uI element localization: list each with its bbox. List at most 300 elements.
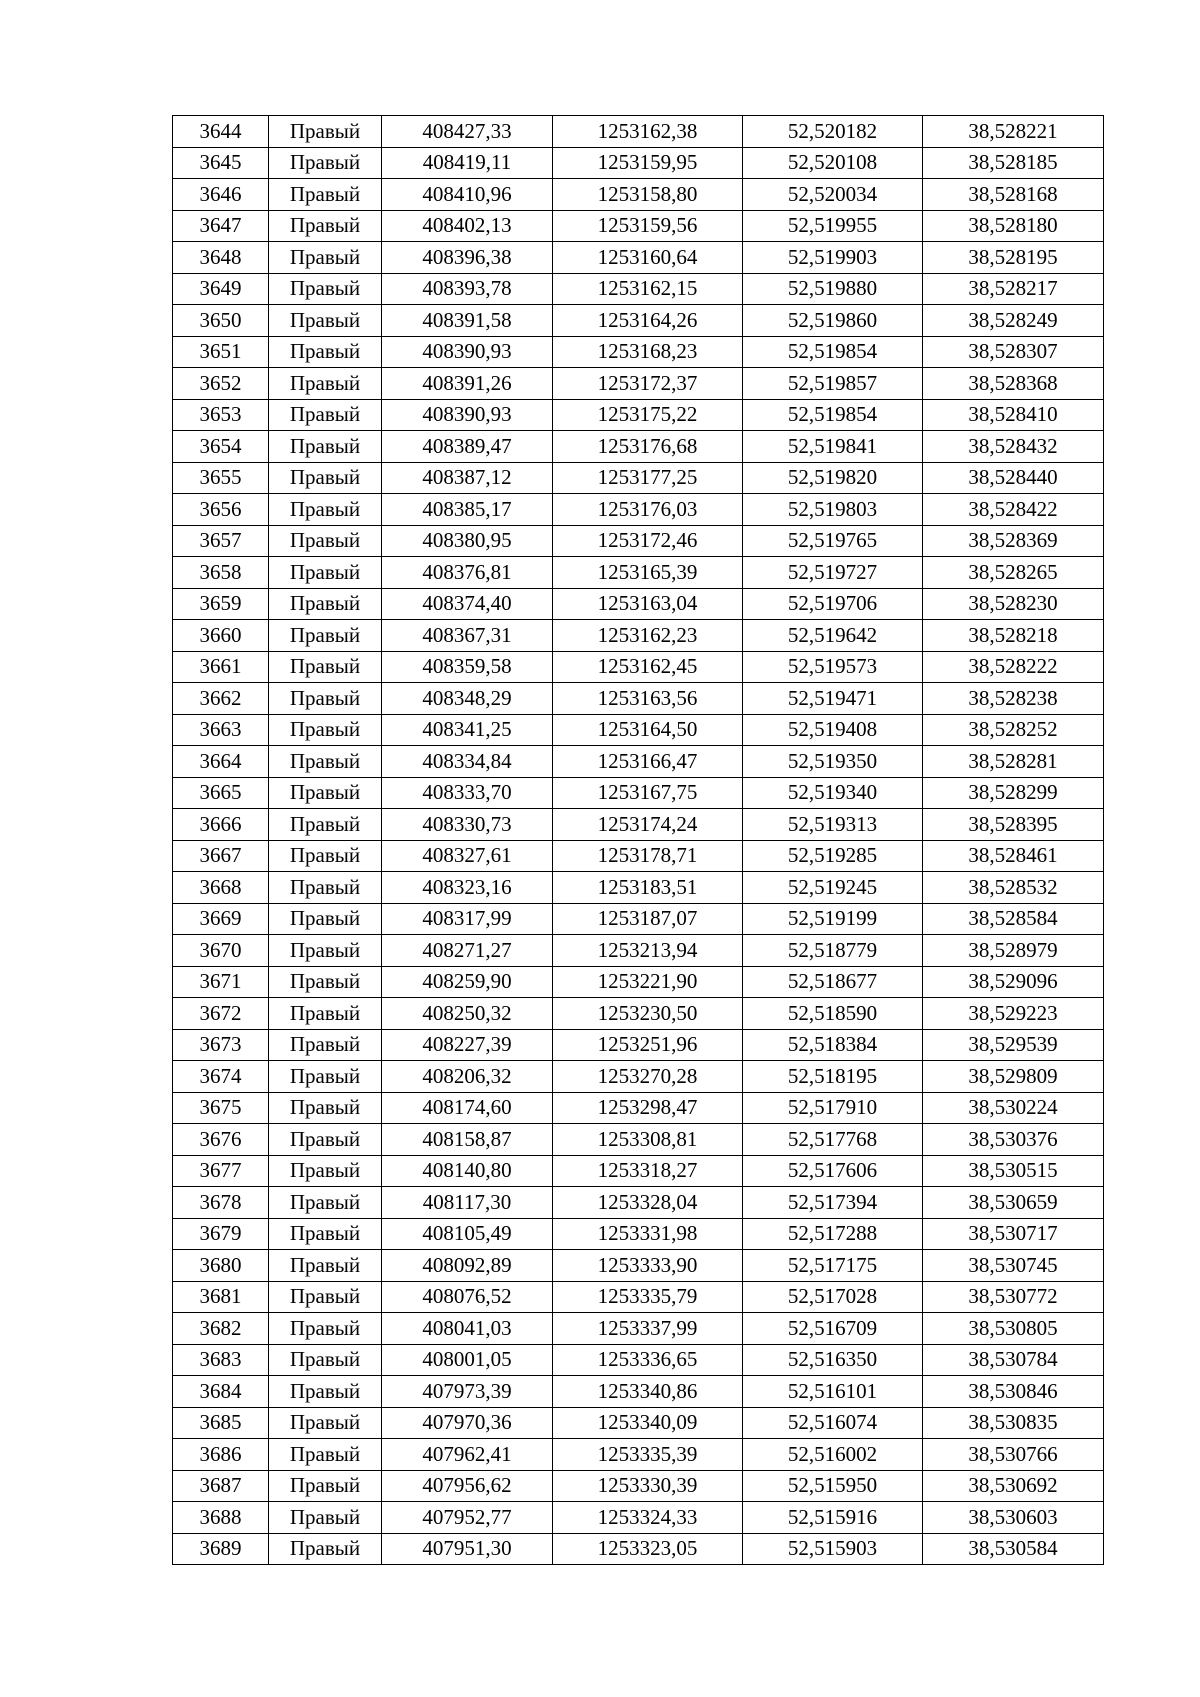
table-row: [173, 840, 1104, 872]
point-number-cell: 3688: [173, 1502, 269, 1534]
point-number-cell: 3653: [173, 399, 269, 431]
longitude-cell: 38,528180: [923, 210, 1104, 242]
point-number-cell: 3681: [173, 1281, 269, 1313]
point-number-cell: 3673: [173, 1029, 269, 1061]
latitude-cell: 52,519340: [743, 777, 923, 809]
latitude-cell: 52,519199: [743, 903, 923, 935]
side-cell: Правый: [269, 1470, 382, 1502]
y-coordinate-cell: 1253172,37: [553, 368, 743, 400]
side-cell: Правый: [269, 242, 382, 274]
latitude-cell: 52,519471: [743, 683, 923, 715]
latitude-cell: 52,517175: [743, 1250, 923, 1282]
latitude-cell: 52,516101: [743, 1376, 923, 1408]
side-cell: Правый: [269, 777, 382, 809]
table-row: [173, 1407, 1104, 1439]
side-cell: Правый: [269, 179, 382, 211]
table-row: [173, 1439, 1104, 1471]
latitude-cell: 52,520108: [743, 147, 923, 179]
point-number-cell: 3669: [173, 903, 269, 935]
x-coordinate-cell: 407962,41: [382, 1439, 553, 1471]
side-cell: Правый: [269, 809, 382, 841]
longitude-cell: 38,528299: [923, 777, 1104, 809]
longitude-cell: 38,530784: [923, 1344, 1104, 1376]
x-coordinate-cell: 408076,52: [382, 1281, 553, 1313]
latitude-cell: 52,519854: [743, 336, 923, 368]
point-number-cell: 3678: [173, 1187, 269, 1219]
y-coordinate-cell: 1253159,56: [553, 210, 743, 242]
longitude-cell: 38,528532: [923, 872, 1104, 904]
side-cell: Правый: [269, 494, 382, 526]
side-cell: Правый: [269, 1092, 382, 1124]
y-coordinate-cell: 1253328,04: [553, 1187, 743, 1219]
point-number-cell: 3666: [173, 809, 269, 841]
point-number-cell: 3674: [173, 1061, 269, 1093]
x-coordinate-cell: 407951,30: [382, 1533, 553, 1565]
coordinates-table-body: [173, 116, 1104, 1565]
y-coordinate-cell: 1253162,38: [553, 116, 743, 148]
table-row: [173, 179, 1104, 211]
x-coordinate-cell: 408271,27: [382, 935, 553, 967]
point-number-cell: 3658: [173, 557, 269, 589]
longitude-cell: 38,530717: [923, 1218, 1104, 1250]
longitude-cell: 38,528185: [923, 147, 1104, 179]
longitude-cell: 38,529539: [923, 1029, 1104, 1061]
longitude-cell: 38,530603: [923, 1502, 1104, 1534]
longitude-cell: 38,528369: [923, 525, 1104, 557]
side-cell: Правый: [269, 368, 382, 400]
table-row: [173, 1470, 1104, 1502]
table-row: [173, 714, 1104, 746]
table-row: [173, 1313, 1104, 1345]
latitude-cell: 52,519820: [743, 462, 923, 494]
y-coordinate-cell: 1253323,05: [553, 1533, 743, 1565]
latitude-cell: 52,516709: [743, 1313, 923, 1345]
point-number-cell: 3660: [173, 620, 269, 652]
y-coordinate-cell: 1253330,39: [553, 1470, 743, 1502]
table-row: [173, 462, 1104, 494]
x-coordinate-cell: 407973,39: [382, 1376, 553, 1408]
latitude-cell: 52,518590: [743, 998, 923, 1030]
latitude-cell: 52,517768: [743, 1124, 923, 1156]
longitude-cell: 38,528432: [923, 431, 1104, 463]
latitude-cell: 52,519313: [743, 809, 923, 841]
point-number-cell: 3656: [173, 494, 269, 526]
side-cell: Правый: [269, 1502, 382, 1534]
longitude-cell: 38,528195: [923, 242, 1104, 274]
longitude-cell: 38,528410: [923, 399, 1104, 431]
point-number-cell: 3667: [173, 840, 269, 872]
y-coordinate-cell: 1253176,03: [553, 494, 743, 526]
table-row: [173, 525, 1104, 557]
latitude-cell: 52,519350: [743, 746, 923, 778]
point-number-cell: 3683: [173, 1344, 269, 1376]
y-coordinate-cell: 1253230,50: [553, 998, 743, 1030]
latitude-cell: 52,516002: [743, 1439, 923, 1471]
longitude-cell: 38,528222: [923, 651, 1104, 683]
point-number-cell: 3679: [173, 1218, 269, 1250]
x-coordinate-cell: 408427,33: [382, 116, 553, 148]
latitude-cell: 52,519285: [743, 840, 923, 872]
side-cell: Правый: [269, 651, 382, 683]
side-cell: Правый: [269, 1376, 382, 1408]
y-coordinate-cell: 1253324,33: [553, 1502, 743, 1534]
x-coordinate-cell: 408259,90: [382, 966, 553, 998]
x-coordinate-cell: 408317,99: [382, 903, 553, 935]
y-coordinate-cell: 1253336,65: [553, 1344, 743, 1376]
side-cell: Правый: [269, 966, 382, 998]
table-row: [173, 1029, 1104, 1061]
y-coordinate-cell: 1253340,86: [553, 1376, 743, 1408]
table-row: [173, 557, 1104, 589]
side-cell: Правый: [269, 431, 382, 463]
point-number-cell: 3644: [173, 116, 269, 148]
side-cell: Правый: [269, 1533, 382, 1565]
table-row: [173, 777, 1104, 809]
y-coordinate-cell: 1253251,96: [553, 1029, 743, 1061]
x-coordinate-cell: 408390,93: [382, 399, 553, 431]
point-number-cell: 3677: [173, 1155, 269, 1187]
longitude-cell: 38,528230: [923, 588, 1104, 620]
x-coordinate-cell: 408380,95: [382, 525, 553, 557]
longitude-cell: 38,530376: [923, 1124, 1104, 1156]
longitude-cell: 38,530224: [923, 1092, 1104, 1124]
point-number-cell: 3647: [173, 210, 269, 242]
side-cell: Правый: [269, 1029, 382, 1061]
latitude-cell: 52,519573: [743, 651, 923, 683]
latitude-cell: 52,517028: [743, 1281, 923, 1313]
table-row: [173, 651, 1104, 683]
latitude-cell: 52,519857: [743, 368, 923, 400]
y-coordinate-cell: 1253333,90: [553, 1250, 743, 1282]
table-row: [173, 1124, 1104, 1156]
table-row: [173, 399, 1104, 431]
table-row: [173, 1155, 1104, 1187]
point-number-cell: 3664: [173, 746, 269, 778]
x-coordinate-cell: 408158,87: [382, 1124, 553, 1156]
latitude-cell: 52,519765: [743, 525, 923, 557]
point-number-cell: 3657: [173, 525, 269, 557]
table-row: [173, 903, 1104, 935]
point-number-cell: 3676: [173, 1124, 269, 1156]
y-coordinate-cell: 1253337,99: [553, 1313, 743, 1345]
x-coordinate-cell: 408323,16: [382, 872, 553, 904]
longitude-cell: 38,528584: [923, 903, 1104, 935]
longitude-cell: 38,528221: [923, 116, 1104, 148]
x-coordinate-cell: 408390,93: [382, 336, 553, 368]
point-number-cell: 3685: [173, 1407, 269, 1439]
x-coordinate-cell: 407952,77: [382, 1502, 553, 1534]
y-coordinate-cell: 1253340,09: [553, 1407, 743, 1439]
table-row: [173, 966, 1104, 998]
table-row: [173, 368, 1104, 400]
y-coordinate-cell: 1253183,51: [553, 872, 743, 904]
y-coordinate-cell: 1253213,94: [553, 935, 743, 967]
y-coordinate-cell: 1253162,45: [553, 651, 743, 683]
table-row: [173, 1187, 1104, 1219]
table-row: [173, 242, 1104, 274]
longitude-cell: 38,529809: [923, 1061, 1104, 1093]
y-coordinate-cell: 1253175,22: [553, 399, 743, 431]
latitude-cell: 52,520034: [743, 179, 923, 211]
y-coordinate-cell: 1253174,24: [553, 809, 743, 841]
x-coordinate-cell: 407970,36: [382, 1407, 553, 1439]
point-number-cell: 3650: [173, 305, 269, 337]
x-coordinate-cell: 408105,49: [382, 1218, 553, 1250]
table-row: [173, 210, 1104, 242]
point-number-cell: 3671: [173, 966, 269, 998]
y-coordinate-cell: 1253160,64: [553, 242, 743, 274]
y-coordinate-cell: 1253166,47: [553, 746, 743, 778]
longitude-cell: 38,528307: [923, 336, 1104, 368]
longitude-cell: 38,528265: [923, 557, 1104, 589]
latitude-cell: 52,519642: [743, 620, 923, 652]
side-cell: Правый: [269, 1124, 382, 1156]
side-cell: Правый: [269, 1187, 382, 1219]
x-coordinate-cell: 408327,61: [382, 840, 553, 872]
table-row: [173, 116, 1104, 148]
y-coordinate-cell: 1253164,26: [553, 305, 743, 337]
latitude-cell: 52,519408: [743, 714, 923, 746]
point-number-cell: 3646: [173, 179, 269, 211]
longitude-cell: 38,528440: [923, 462, 1104, 494]
point-number-cell: 3645: [173, 147, 269, 179]
point-number-cell: 3670: [173, 935, 269, 967]
x-coordinate-cell: 408367,31: [382, 620, 553, 652]
table-row: [173, 1218, 1104, 1250]
x-coordinate-cell: 408041,03: [382, 1313, 553, 1345]
side-cell: Правый: [269, 683, 382, 715]
y-coordinate-cell: 1253270,28: [553, 1061, 743, 1093]
point-number-cell: 3675: [173, 1092, 269, 1124]
side-cell: Правый: [269, 557, 382, 589]
y-coordinate-cell: 1253221,90: [553, 966, 743, 998]
x-coordinate-cell: 408174,60: [382, 1092, 553, 1124]
latitude-cell: 52,519727: [743, 557, 923, 589]
point-number-cell: 3659: [173, 588, 269, 620]
side-cell: Правый: [269, 998, 382, 1030]
longitude-cell: 38,528281: [923, 746, 1104, 778]
longitude-cell: 38,530846: [923, 1376, 1104, 1408]
x-coordinate-cell: 408410,96: [382, 179, 553, 211]
latitude-cell: 52,518384: [743, 1029, 923, 1061]
longitude-cell: 38,530745: [923, 1250, 1104, 1282]
point-number-cell: 3672: [173, 998, 269, 1030]
y-coordinate-cell: 1253163,04: [553, 588, 743, 620]
x-coordinate-cell: 408348,29: [382, 683, 553, 715]
side-cell: Правый: [269, 1218, 382, 1250]
x-coordinate-cell: 408250,32: [382, 998, 553, 1030]
longitude-cell: 38,528249: [923, 305, 1104, 337]
side-cell: Правый: [269, 210, 382, 242]
side-cell: Правый: [269, 147, 382, 179]
y-coordinate-cell: 1253335,79: [553, 1281, 743, 1313]
longitude-cell: 38,528422: [923, 494, 1104, 526]
y-coordinate-cell: 1253187,07: [553, 903, 743, 935]
x-coordinate-cell: 408385,17: [382, 494, 553, 526]
x-coordinate-cell: 408393,78: [382, 273, 553, 305]
point-number-cell: 3654: [173, 431, 269, 463]
side-cell: Правый: [269, 872, 382, 904]
longitude-cell: 38,530515: [923, 1155, 1104, 1187]
side-cell: Правый: [269, 1281, 382, 1313]
side-cell: Правый: [269, 305, 382, 337]
y-coordinate-cell: 1253163,56: [553, 683, 743, 715]
y-coordinate-cell: 1253177,25: [553, 462, 743, 494]
y-coordinate-cell: 1253178,71: [553, 840, 743, 872]
y-coordinate-cell: 1253167,75: [553, 777, 743, 809]
latitude-cell: 52,515916: [743, 1502, 923, 1534]
latitude-cell: 52,516074: [743, 1407, 923, 1439]
latitude-cell: 52,516350: [743, 1344, 923, 1376]
x-coordinate-cell: 408396,38: [382, 242, 553, 274]
longitude-cell: 38,529223: [923, 998, 1104, 1030]
longitude-cell: 38,530835: [923, 1407, 1104, 1439]
longitude-cell: 38,528217: [923, 273, 1104, 305]
side-cell: Правый: [269, 935, 382, 967]
longitude-cell: 38,530772: [923, 1281, 1104, 1313]
side-cell: Правый: [269, 273, 382, 305]
table-row: [173, 147, 1104, 179]
side-cell: Правый: [269, 1061, 382, 1093]
side-cell: Правый: [269, 336, 382, 368]
latitude-cell: 52,517288: [743, 1218, 923, 1250]
latitude-cell: 52,519706: [743, 588, 923, 620]
point-number-cell: 3665: [173, 777, 269, 809]
longitude-cell: 38,528368: [923, 368, 1104, 400]
y-coordinate-cell: 1253335,39: [553, 1439, 743, 1471]
longitude-cell: 38,528168: [923, 179, 1104, 211]
latitude-cell: 52,517394: [743, 1187, 923, 1219]
x-coordinate-cell: 408333,70: [382, 777, 553, 809]
x-coordinate-cell: 408001,05: [382, 1344, 553, 1376]
y-coordinate-cell: 1253165,39: [553, 557, 743, 589]
table-row: [173, 683, 1104, 715]
point-number-cell: 3663: [173, 714, 269, 746]
point-number-cell: 3682: [173, 1313, 269, 1345]
y-coordinate-cell: 1253164,50: [553, 714, 743, 746]
longitude-cell: 38,528218: [923, 620, 1104, 652]
table-row: [173, 1061, 1104, 1093]
side-cell: Правый: [269, 840, 382, 872]
side-cell: Правый: [269, 1155, 382, 1187]
point-number-cell: 3651: [173, 336, 269, 368]
x-coordinate-cell: 408334,84: [382, 746, 553, 778]
table-row: [173, 998, 1104, 1030]
point-number-cell: 3652: [173, 368, 269, 400]
coordinates-table: [172, 115, 1104, 1565]
longitude-cell: 38,528238: [923, 683, 1104, 715]
table-row: [173, 1281, 1104, 1313]
side-cell: Правый: [269, 746, 382, 778]
y-coordinate-cell: 1253298,47: [553, 1092, 743, 1124]
latitude-cell: 52,519803: [743, 494, 923, 526]
longitude-cell: 38,528252: [923, 714, 1104, 746]
x-coordinate-cell: 408140,80: [382, 1155, 553, 1187]
y-coordinate-cell: 1253318,27: [553, 1155, 743, 1187]
longitude-cell: 38,530584: [923, 1533, 1104, 1565]
latitude-cell: 52,515903: [743, 1533, 923, 1565]
latitude-cell: 52,518677: [743, 966, 923, 998]
x-coordinate-cell: 407956,62: [382, 1470, 553, 1502]
side-cell: Правый: [269, 588, 382, 620]
latitude-cell: 52,519955: [743, 210, 923, 242]
point-number-cell: 3661: [173, 651, 269, 683]
side-cell: Правый: [269, 714, 382, 746]
x-coordinate-cell: 408419,11: [382, 147, 553, 179]
longitude-cell: 38,528395: [923, 809, 1104, 841]
latitude-cell: 52,517910: [743, 1092, 923, 1124]
latitude-cell: 52,519245: [743, 872, 923, 904]
table-row: [173, 1502, 1104, 1534]
latitude-cell: 52,518779: [743, 935, 923, 967]
x-coordinate-cell: 408376,81: [382, 557, 553, 589]
side-cell: Правый: [269, 399, 382, 431]
x-coordinate-cell: 408402,13: [382, 210, 553, 242]
x-coordinate-cell: 408391,58: [382, 305, 553, 337]
side-cell: Правый: [269, 116, 382, 148]
y-coordinate-cell: 1253331,98: [553, 1218, 743, 1250]
table-row: [173, 746, 1104, 778]
latitude-cell: 52,518195: [743, 1061, 923, 1093]
table-row: [173, 305, 1104, 337]
longitude-cell: 38,530805: [923, 1313, 1104, 1345]
table-row: [173, 872, 1104, 904]
side-cell: Правый: [269, 1407, 382, 1439]
side-cell: Правый: [269, 1313, 382, 1345]
point-number-cell: 3655: [173, 462, 269, 494]
longitude-cell: 38,530659: [923, 1187, 1104, 1219]
point-number-cell: 3648: [173, 242, 269, 274]
point-number-cell: 3684: [173, 1376, 269, 1408]
x-coordinate-cell: 408206,32: [382, 1061, 553, 1093]
side-cell: Правый: [269, 1344, 382, 1376]
point-number-cell: 3689: [173, 1533, 269, 1565]
y-coordinate-cell: 1253168,23: [553, 336, 743, 368]
point-number-cell: 3687: [173, 1470, 269, 1502]
x-coordinate-cell: 408227,39: [382, 1029, 553, 1061]
x-coordinate-cell: 408341,25: [382, 714, 553, 746]
y-coordinate-cell: 1253162,15: [553, 273, 743, 305]
side-cell: Правый: [269, 525, 382, 557]
table-row: [173, 620, 1104, 652]
y-coordinate-cell: 1253172,46: [553, 525, 743, 557]
latitude-cell: 52,519880: [743, 273, 923, 305]
table-row: [173, 273, 1104, 305]
point-number-cell: 3686: [173, 1439, 269, 1471]
longitude-cell: 38,530692: [923, 1470, 1104, 1502]
x-coordinate-cell: 408359,58: [382, 651, 553, 683]
y-coordinate-cell: 1253176,68: [553, 431, 743, 463]
y-coordinate-cell: 1253159,95: [553, 147, 743, 179]
side-cell: Правый: [269, 1439, 382, 1471]
side-cell: Правый: [269, 1250, 382, 1282]
longitude-cell: 38,528461: [923, 840, 1104, 872]
table-row: [173, 1250, 1104, 1282]
latitude-cell: 52,519903: [743, 242, 923, 274]
x-coordinate-cell: 408092,89: [382, 1250, 553, 1282]
y-coordinate-cell: 1253158,80: [553, 179, 743, 211]
x-coordinate-cell: 408391,26: [382, 368, 553, 400]
point-number-cell: 3668: [173, 872, 269, 904]
longitude-cell: 38,529096: [923, 966, 1104, 998]
latitude-cell: 52,520182: [743, 116, 923, 148]
table-row: [173, 336, 1104, 368]
table-row: [173, 809, 1104, 841]
latitude-cell: 52,515950: [743, 1470, 923, 1502]
latitude-cell: 52,519860: [743, 305, 923, 337]
y-coordinate-cell: 1253162,23: [553, 620, 743, 652]
point-number-cell: 3680: [173, 1250, 269, 1282]
